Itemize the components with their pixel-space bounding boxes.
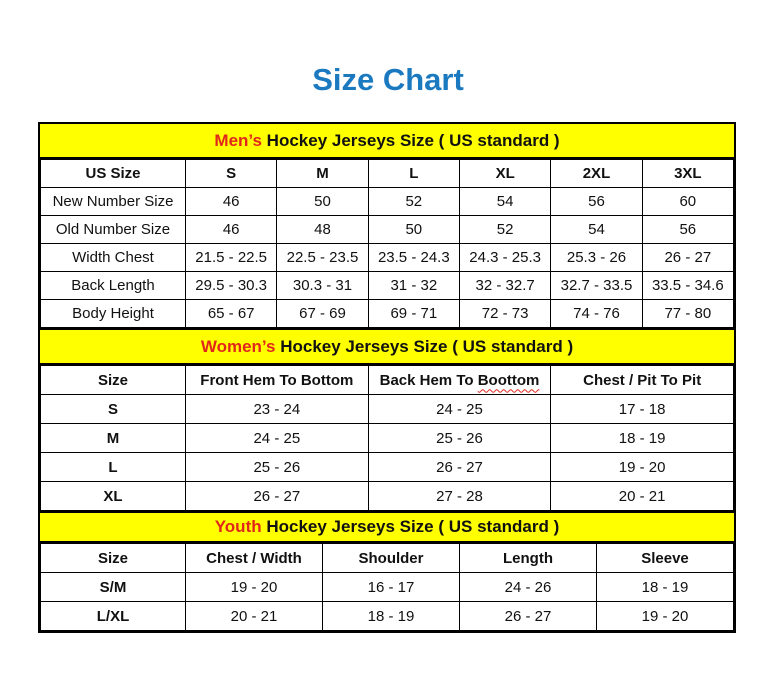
size-value-cell: 46 bbox=[186, 216, 277, 244]
row-label: L bbox=[41, 453, 186, 482]
size-value-cell: 20 - 21 bbox=[551, 482, 734, 511]
column-header: Chest / Pit To Pit bbox=[551, 366, 734, 395]
size-value-cell: 54 bbox=[551, 216, 642, 244]
table-row bbox=[41, 244, 734, 272]
table-row bbox=[41, 573, 734, 602]
size-value-cell: 52 bbox=[368, 188, 459, 216]
column-header: L bbox=[368, 160, 459, 188]
size-value-cell: 23.5 - 24.3 bbox=[368, 244, 459, 272]
size-value-cell: 26 - 27 bbox=[186, 482, 369, 511]
table-row bbox=[41, 395, 734, 424]
section-heading-womens bbox=[40, 328, 734, 365]
table-row bbox=[41, 272, 734, 300]
size-value-cell: 60 bbox=[642, 188, 733, 216]
column-header: 3XL bbox=[642, 160, 733, 188]
header-row bbox=[41, 544, 734, 573]
section-heading-youth bbox=[40, 511, 734, 543]
row-label: S bbox=[41, 395, 186, 424]
youth-size-table bbox=[40, 543, 734, 631]
row-label: M bbox=[41, 424, 186, 453]
row-label: Back Length bbox=[41, 272, 186, 300]
section-womens bbox=[40, 328, 734, 511]
header-row bbox=[41, 160, 734, 188]
table-row bbox=[41, 482, 734, 511]
size-value-cell: 50 bbox=[368, 216, 459, 244]
size-value-cell: 56 bbox=[551, 188, 642, 216]
size-value-cell: 19 - 20 bbox=[597, 602, 734, 631]
section-youth bbox=[40, 511, 734, 631]
size-value-cell: 25.3 - 26 bbox=[551, 244, 642, 272]
size-value-cell: 26 - 27 bbox=[368, 453, 551, 482]
mens-size-table bbox=[40, 159, 734, 328]
column-header: Chest / Width bbox=[186, 544, 323, 573]
size-value-cell: 26 - 27 bbox=[460, 602, 597, 631]
size-value-cell: 50 bbox=[277, 188, 368, 216]
page-title: Size Chart bbox=[312, 62, 464, 97]
row-label: L/XL bbox=[41, 602, 186, 631]
size-value-cell: 33.5 - 34.6 bbox=[642, 272, 733, 300]
heading-text-youth: Hockey Jerseys Size ( US standard ) bbox=[261, 517, 560, 536]
heading-accent-mens: Men’s bbox=[214, 131, 262, 150]
row-label: Old Number Size bbox=[41, 216, 186, 244]
size-value-cell: 19 - 20 bbox=[551, 453, 734, 482]
misspelled-word: Boottom bbox=[477, 371, 540, 389]
size-value-cell: 74 - 76 bbox=[551, 300, 642, 328]
size-value-cell: 25 - 26 bbox=[368, 424, 551, 453]
size-value-cell: 46 bbox=[186, 188, 277, 216]
column-header: US Size bbox=[41, 160, 186, 188]
size-value-cell: 54 bbox=[459, 188, 550, 216]
column-header: Front Hem To Bottom bbox=[186, 366, 369, 395]
size-value-cell: 31 - 32 bbox=[368, 272, 459, 300]
size-value-cell: 67 - 69 bbox=[277, 300, 368, 328]
row-label: S/M bbox=[41, 573, 186, 602]
size-value-cell: 24 - 26 bbox=[460, 573, 597, 602]
size-value-cell: 77 - 80 bbox=[642, 300, 733, 328]
heading-accent-womens: Women’s bbox=[200, 337, 276, 356]
table-row bbox=[41, 300, 734, 328]
column-header: Shoulder bbox=[323, 544, 460, 573]
size-value-cell: 52 bbox=[459, 216, 550, 244]
womens-size-table bbox=[40, 365, 734, 511]
size-value-cell: 25 - 26 bbox=[186, 453, 369, 482]
size-value-cell: 56 bbox=[642, 216, 733, 244]
table-row bbox=[41, 188, 734, 216]
column-header: S bbox=[186, 160, 277, 188]
size-value-cell: 24 - 25 bbox=[186, 424, 369, 453]
heading-text-mens: Hockey Jerseys Size ( US standard ) bbox=[261, 131, 560, 150]
column-header: XL bbox=[459, 160, 550, 188]
size-value-cell: 18 - 19 bbox=[597, 573, 734, 602]
size-value-cell: 32 - 32.7 bbox=[459, 272, 550, 300]
size-value-cell: 18 - 19 bbox=[323, 602, 460, 631]
size-value-cell: 30.3 - 31 bbox=[277, 272, 368, 300]
size-value-cell: 65 - 67 bbox=[186, 300, 277, 328]
size-value-cell: 26 - 27 bbox=[642, 244, 733, 272]
row-label: Body Height bbox=[41, 300, 186, 328]
table-row bbox=[41, 453, 734, 482]
size-value-cell: 27 - 28 bbox=[368, 482, 551, 511]
size-value-cell: 18 - 19 bbox=[551, 424, 734, 453]
size-value-cell: 23 - 24 bbox=[186, 395, 369, 424]
table-row bbox=[41, 424, 734, 453]
row-label: New Number Size bbox=[41, 188, 186, 216]
heading-accent-youth: Youth bbox=[214, 517, 262, 536]
section-mens bbox=[40, 124, 734, 328]
column-header: Sleeve bbox=[597, 544, 734, 573]
size-chart-frame bbox=[38, 122, 736, 633]
size-value-cell: 19 - 20 bbox=[186, 573, 323, 602]
row-label: XL bbox=[41, 482, 186, 511]
size-value-cell: 72 - 73 bbox=[459, 300, 550, 328]
column-header: Size bbox=[41, 544, 186, 573]
size-value-cell: 22.5 - 23.5 bbox=[277, 244, 368, 272]
column-header: M bbox=[277, 160, 368, 188]
size-value-cell: 29.5 - 30.3 bbox=[186, 272, 277, 300]
table-row bbox=[41, 602, 734, 631]
column-header: Back Hem To Boottom bbox=[368, 366, 551, 395]
size-value-cell: 17 - 18 bbox=[551, 395, 734, 424]
size-value-cell: 24.3 - 25.3 bbox=[459, 244, 550, 272]
size-value-cell: 16 - 17 bbox=[323, 573, 460, 602]
row-label: Width Chest bbox=[41, 244, 186, 272]
size-value-cell: 20 - 21 bbox=[186, 602, 323, 631]
column-header: Length bbox=[460, 544, 597, 573]
size-value-cell: 24 - 25 bbox=[368, 395, 551, 424]
section-heading-mens bbox=[40, 124, 734, 159]
size-value-cell: 69 - 71 bbox=[368, 300, 459, 328]
size-value-cell: 32.7 - 33.5 bbox=[551, 272, 642, 300]
header-row bbox=[41, 366, 734, 395]
size-value-cell: 21.5 - 22.5 bbox=[186, 244, 277, 272]
column-header: Size bbox=[41, 366, 186, 395]
column-header: 2XL bbox=[551, 160, 642, 188]
size-value-cell: 48 bbox=[277, 216, 368, 244]
heading-text-womens: Hockey Jerseys Size ( US standard ) bbox=[275, 337, 574, 356]
table-row bbox=[41, 216, 734, 244]
